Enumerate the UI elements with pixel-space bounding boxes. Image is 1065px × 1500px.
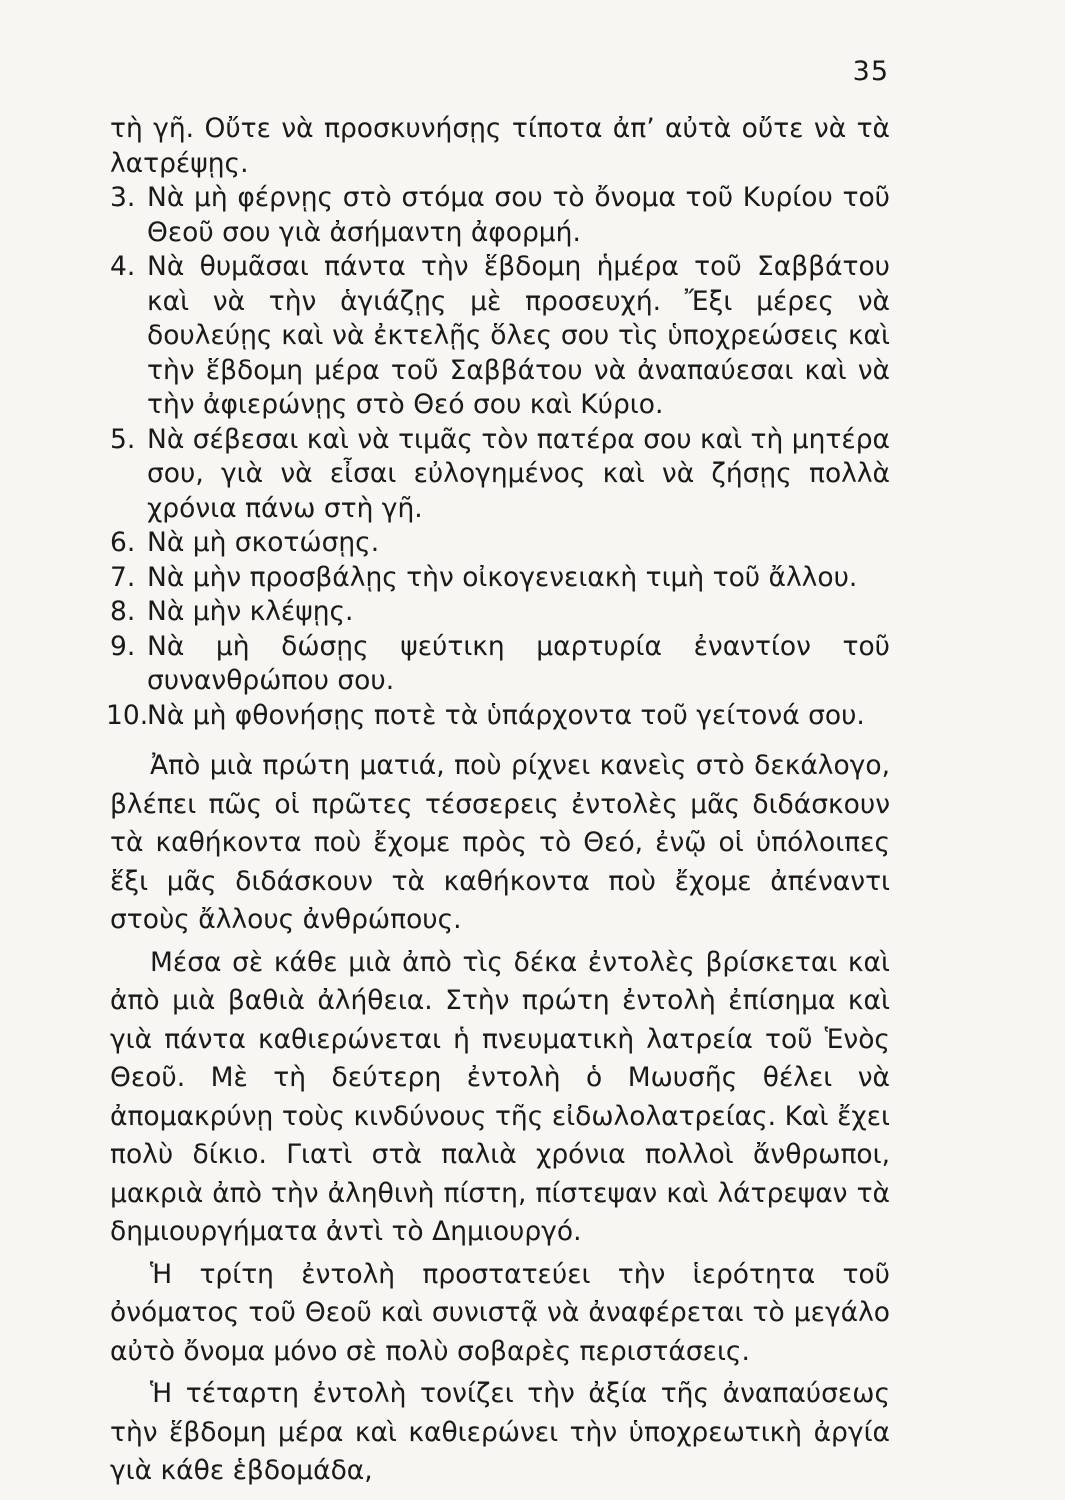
item-text: Νὰ μὴν κλέψῃς. bbox=[147, 596, 354, 627]
item-text: Νὰ σέβεσαι καὶ νὰ τιμᾶς τὸν πατέρα σου καὶ τὴ μητέρα σου, γιὰ νὰ εἶσαι εὐλογημένος καὶ νὰ ζήσῃς πολλὰ χρόνια πάνω στὴ γῆ. bbox=[147, 423, 890, 524]
item-number: 8. bbox=[110, 596, 136, 627]
paragraph: Ἡ τρίτη ἐντολὴ προστατεύει τὴν ἱερότητα τοῦ ὀνόματος τοῦ Θεοῦ καὶ συνιστᾷ νὰ ἀναφέρεται τὸ μεγάλο αὐτὸ ὄνομα μόνο σὲ πολὺ σοβαρὲς περιστάσεις. bbox=[110, 1258, 890, 1367]
list-item bbox=[110, 250, 890, 423]
list-item bbox=[110, 526, 890, 561]
item-text: Νὰ μὴν προσβάλῃς τὴν οἰκογενειακὴ τιμὴ τοῦ ἄλλου. bbox=[147, 561, 858, 593]
paragraph: Ἀπὸ μιὰ πρώτη ματιά, ποὺ ρίχνει κανεὶς στὸ δεκάλογο, βλέπει πῶς οἱ πρῶτες τέσσερεις ἐντολὲς μᾶς διδάσκουν τὰ καθήκοντα ποὺ ἔχομε πρὸς τὸ Θεό, ἐνῷ οἱ ὑπόλοιπες ἕξι μᾶς διδάσκουν τὰ καθήκοντα ποὺ ἔχομε ἀπέναντι στοὺς ἄλλους ἀνθρώπους. bbox=[110, 750, 890, 935]
item-number: 3. bbox=[110, 182, 136, 213]
item-text: Νὰ μὴ φέρνῃς στὸ στόμα σου τὸ ὄνομα τοῦ Κυρίου τοῦ Θεοῦ σου γιὰ ἀσήμαντη ἀφορμή. bbox=[147, 182, 890, 248]
item-number: 10. bbox=[106, 699, 149, 731]
item-text: Νὰ μὴ δώσῃς ψεύτικη μαρτυρία ἐναντίον τοῦ συνανθρώπου σου. bbox=[147, 630, 890, 696]
item-number: 5. bbox=[110, 423, 136, 455]
page-body bbox=[106, 112, 890, 1491]
item-number: 6. bbox=[110, 527, 136, 558]
paragraph: Ἡ τέταρτη ἐντολὴ τονίζει τὴν ἀξία τῆς ἀναπαύσεως τὴν ἕβδομη μέρα καὶ καθιερώνει τὴν ὑποχρεωτικὴ ἀργία γιὰ κάθε ἑβδομάδα, bbox=[110, 1378, 890, 1486]
body-paragraphs bbox=[110, 747, 890, 1491]
list-item bbox=[106, 699, 890, 734]
list-item bbox=[110, 595, 890, 630]
paragraph: Μέσα σὲ κάθε μιὰ ἀπὸ τὶς δέκα ἐντολὲς βρίσκεται καὶ ἀπὸ μιὰ βαθιὰ ἀλήθεια. Στὴν πρώτη ἐντολὴ ἐπίσημα καὶ γιὰ πάντα καθιερώνεται ἡ πνευματικὴ λατρεία τοῦ Ἑνὸς Θεοῦ. Μὲ τὴ δεύτερη ἐντολὴ ὁ Μωυσῆς θέλει νὰ ἀπομακρύνῃ τοὺς κινδύνους τῆς εἰδωλολατρείας. Καὶ ἔχει πολὺ δίκιο. Γιατὶ στὰ παλιὰ χρόνια πολλοὶ ἄνθρωποι, μακριὰ ἀπὸ τὴν ἀληθινὴ πίστη, πίστεψαν καὶ λάτρεψαν τὰ δημιουργήματα ἀντὶ τὸ Δημιουργό. bbox=[110, 946, 890, 1247]
item-number: 9. bbox=[110, 630, 136, 662]
item-text: Νὰ θυμᾶσαι πάντα τὴν ἕβδομη ἡμέρα τοῦ Σαββάτου καὶ νὰ τὴν ἁγιάζῃς μὲ προσευχή. Ἔξι μέρες νὰ δουλεύῃς καὶ νὰ ἐκτελῇς ὅλες σου τὶς ὑποχρεώσεις καὶ τὴν ἕβδομη μέρα τοῦ Σαββάτου νὰ ἀναπαύεσαι καὶ νὰ τὴν ἀφιερώνῃς στὸ Θεό σου καὶ Κύριο. bbox=[147, 251, 890, 420]
list-item bbox=[110, 423, 890, 527]
continued-text: τὴ γῆ. Οὔτε νὰ προσκυνήσῃς τίποτα ἀπ’ αὐτὰ οὔτε νὰ τὰ λατρέψῃς. bbox=[110, 113, 890, 179]
page-number: 35 bbox=[852, 56, 889, 87]
list-item bbox=[110, 630, 890, 699]
item-number: 7. bbox=[110, 561, 136, 593]
list-item bbox=[110, 181, 890, 250]
commandments-list bbox=[106, 181, 890, 733]
item-text: Νὰ μὴ σκοτώσῃς. bbox=[147, 527, 380, 558]
item-text: Νὰ μὴ φθονήσῃς ποτὲ τὰ ὑπάρχοντα τοῦ γείτονά σου. bbox=[147, 699, 865, 731]
list-item bbox=[110, 561, 890, 596]
item-number: 4. bbox=[110, 251, 136, 282]
